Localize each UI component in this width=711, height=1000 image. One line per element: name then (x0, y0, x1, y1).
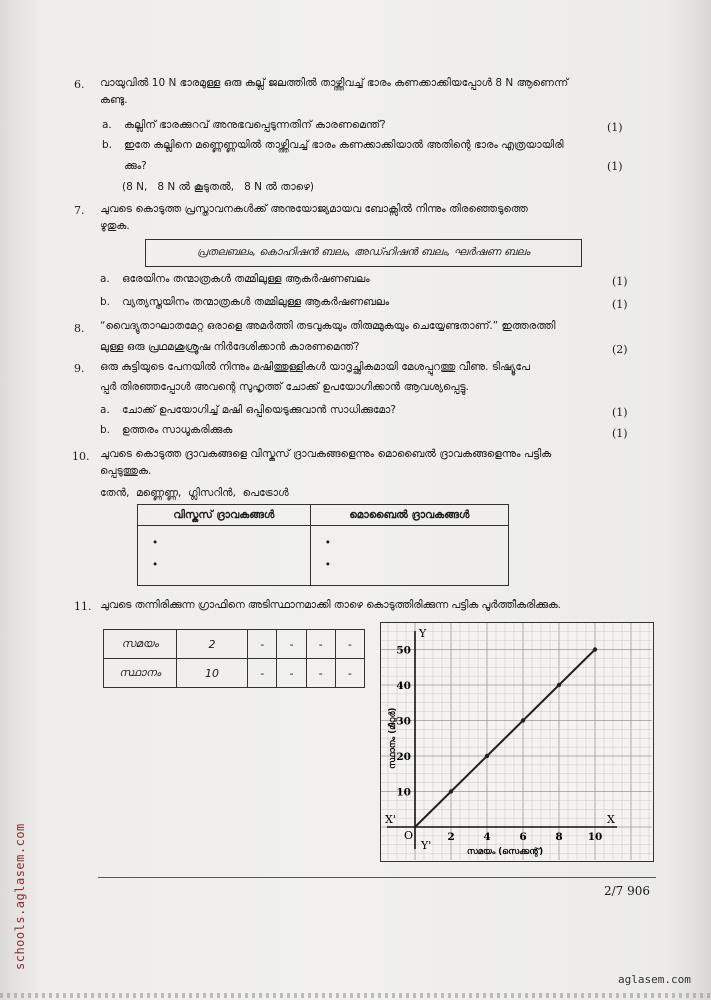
time-cell: - (335, 630, 364, 659)
q6-b-mark: (1) (607, 160, 623, 173)
y-axis-positive-label: Y (419, 627, 427, 640)
data-point (449, 789, 453, 793)
data-point (485, 754, 489, 758)
q8-question-line1: “വൈദ്യുതാഘാതമേറ്റ ഒരാളെ അമർത്തി തടവുകയും തിരുമ്മുകയും ചെയ്യേണ്ടതാണ്.” ഇത്തരത്തി (100, 320, 556, 332)
x-axis-positive-label: X (607, 813, 615, 826)
bullet: • (152, 559, 159, 571)
q9-question-line2: പ്പർ തിരഞ്ഞപ്പോൾ അവന്റെ സുഹൃത്ത് ചോക്ക് ഉപയോഗിക്കാൻ ആവശ്യപ്പെട്ടു. (100, 381, 469, 393)
position-time-graph (381, 623, 652, 860)
time-cell: - (306, 630, 335, 659)
q11-number: 11. (74, 600, 92, 613)
q6-a-mark: (1) (607, 121, 623, 134)
y-tick-label: 30 (396, 715, 411, 728)
side-watermark: schools.aglasem.com (13, 823, 27, 970)
q11-graph (380, 622, 654, 862)
x-tick-label: 6 (519, 831, 527, 843)
q10-liquids-list: തേൻ, മണ്ണെണ്ണ, ഗ്ലിസറിൻ, പെട്രോൾ (100, 487, 289, 499)
q10-question-line2: പ്പെടുത്തുക. (100, 465, 152, 477)
q9-a-label: a. (100, 404, 110, 416)
y-tick-label: 20 (396, 751, 411, 763)
y-axis-negative-label: Y' (421, 839, 432, 852)
q7-number: 7. (74, 204, 85, 217)
origin-label: O (404, 829, 414, 842)
q10-question-line1: ചുവടെ കൊടുത്ത ദ്രാവകങ്ങളെ വിസ്കസ് ദ്രാവകങ്ങളെന്നും മൊബൈൽ ദ്രാവകങ്ങളെന്നും പട്ടിക (100, 448, 552, 460)
q6-b-line2: ക്കും? (124, 160, 147, 172)
q9-a-mark: (1) (612, 406, 628, 419)
q6-question-line1: വായുവിൽ 10 N ഭാരമുള്ള ഒരു കല്ല് ജലത്തിൽ താഴ്ത്തിവച്ച് ഭാരം കണക്കാക്കിയപ്പോൾ 8 N ആണെന്ന് (100, 77, 569, 89)
q8-mark: (2) (612, 343, 628, 356)
x-tick-label: 8 (555, 831, 563, 843)
position-cell: - (306, 659, 335, 688)
q10-classification-table (137, 504, 509, 586)
q7-a-label: a. (100, 273, 110, 285)
q7-b-text: വ്യത്യസ്തയിനം തന്മാത്രകൾ തമ്മിലുള്ള ആകർഷണബലം (122, 296, 390, 308)
q6-options: (8 N, 8 N ൽ കൂടുതൽ, 8 N ൽ താഴെ) (122, 181, 314, 193)
bullet: • (324, 537, 331, 549)
y-tick-label: 10 (396, 786, 411, 799)
q8-number: 8. (74, 322, 85, 335)
q6-b-line1: ഇതേ കല്ലിനെ മണ്ണെണ്ണയിൽ താഴ്ത്തിവച്ച് ഭാരം കണക്കാക്കിയാൽ അതിന്റെ ഭാരം എത്രയായിരി (124, 139, 564, 151)
position-cell: - (277, 659, 306, 688)
y-tick-label: 50 (396, 644, 411, 657)
col-viscous-header: വിസ്കസ് ദ്രാവകങ്ങൾ (138, 505, 311, 526)
mobile-answer-cell (310, 526, 508, 586)
q9-question-line1: ഒരു കുട്ടിയുടെ പേനയിൽ നിന്നും മഷിത്തുള്ളികൾ യാദൃച്ഛികമായി മേശപ്പുറത്തു വീണു. ടിഷ്യൂപേ (100, 361, 530, 373)
q6-a-label: a. (102, 119, 112, 131)
q6-b-label: b. (102, 139, 113, 151)
x-tick-label: 4 (483, 831, 491, 843)
q9-a-text: ചോക്ക് ഉപയോഗിച്ച് മഷി ഒപ്പിയെടുക്കുവാൻ സാധിക്കുമോ? (122, 404, 396, 416)
data-point (557, 683, 561, 687)
q9-b-label: b. (100, 424, 111, 436)
y-axis-label: സ്ഥാനം (മീറ്റർ) (388, 707, 398, 769)
position-cell: - (335, 659, 364, 688)
q6-question-line2: കണ്ടു. (100, 94, 128, 106)
bullet: • (324, 559, 331, 571)
position-cell: 10 (177, 659, 248, 688)
footer-rule (98, 877, 656, 878)
col-mobile-header: മൊബൈൽ ദ്രാവകങ്ങൾ (310, 505, 508, 526)
viscous-answer-cell (138, 526, 311, 586)
data-point (593, 647, 597, 651)
q8-question-line2: ലുള്ള ഒരു പ്രഥമശുശ്രൂഷ നിർദേശിക്കാൻ കാരണമെന്ത്? (100, 341, 360, 353)
q11-time-position-table (103, 629, 365, 688)
bullet: • (152, 537, 159, 549)
position-cell: - (248, 659, 277, 688)
x-axis-label: സമയം (സെക്കന്റ്) (466, 847, 544, 857)
time-cell: - (277, 630, 306, 659)
data-point (521, 718, 525, 722)
q6-number: 6. (74, 78, 85, 91)
bottom-watermark: aglasem.com (618, 973, 691, 986)
q10-number: 10. (72, 450, 90, 463)
perforated-edge (0, 993, 711, 998)
q11-question: ചുവടെ തന്നിരിക്കുന്ന ഗ്രാഫിനെ അടിസ്ഥാനമാക്കി താഴെ കൊടുത്തിരിക്കുന്ന പട്ടിക പൂർത്തീകരിക്കുക. (100, 599, 561, 611)
q7-question-line1: ചുവടെ കൊടുത്ത പ്രസ്താവനകൾക്ക് അനുയോജ്യമായവ ബോക്സിൽ നിന്നും തിരഞ്ഞെടുത്തെ (100, 203, 528, 215)
q6-a-text: കല്ലിന് ഭാരക്കുറവ് അനുഭവപ്പെടുന്നതിന് കാരണമെന്ത്? (124, 119, 386, 131)
q9-b-text: ഉത്തരം സാധൂകരിക്കുക (122, 424, 233, 436)
q7-a-mark: (1) (612, 275, 628, 288)
q7-b-mark: (1) (612, 298, 628, 311)
q7-options-box: പ്രതലബലം, കൊഹിഷൻ ബലം, അഡ്ഹിഷൻ ബലം, ഘർഷണ ബലം (145, 239, 582, 267)
time-cell: 2 (177, 630, 248, 659)
y-tick-label: 40 (396, 680, 411, 692)
page-code: 2/7 906 (604, 884, 651, 898)
q9-number: 9. (74, 362, 85, 375)
x-tick-label: 2 (447, 831, 455, 843)
time-cell: - (248, 630, 277, 659)
q7-a-text: ഒരേയിനം തന്മാത്രകൾ തമ്മിലുള്ള ആകർഷണബലം (122, 273, 370, 285)
position-row-label: സ്ഥാനം (104, 659, 177, 688)
x-tick-label: 10 (587, 831, 603, 843)
q9-b-mark: (1) (612, 427, 628, 440)
q7-b-label: b. (100, 296, 111, 308)
q7-question-line2: ഴുതുക. (100, 220, 130, 232)
x-axis-negative-label: X' (385, 813, 396, 826)
time-row-label: സമയം (104, 630, 177, 659)
